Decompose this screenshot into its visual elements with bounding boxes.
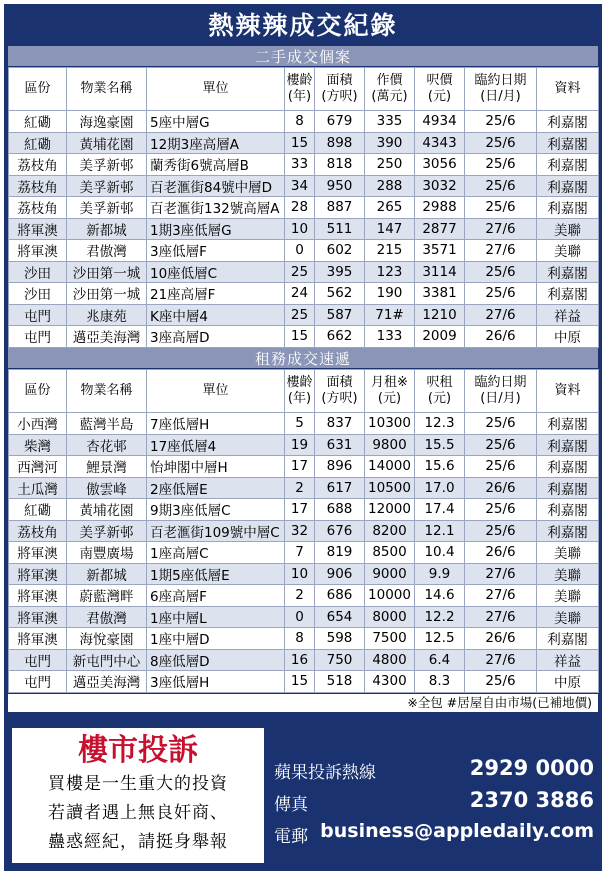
table-cell: 百老滙街109號中層C	[147, 520, 285, 542]
table-cell: 24	[285, 283, 315, 305]
table-cell: 將軍澳	[9, 563, 67, 585]
table-cell: 新都城	[67, 563, 147, 585]
table-cell: 250	[365, 154, 415, 176]
table-row	[9, 520, 599, 542]
table-cell: 2988	[415, 197, 465, 219]
table-cell: 25/6	[465, 434, 537, 456]
table-cell: 美孚新邨	[67, 154, 147, 176]
footnote: ※全包 #居屋自由市場(已補地價)	[8, 694, 598, 712]
table-cell: 654	[315, 606, 365, 628]
table-cell: 9000	[365, 563, 415, 585]
table-cell: 10	[285, 563, 315, 585]
complaint-title: 樓市投訴	[78, 733, 198, 768]
table-cell: 利嘉閣	[537, 154, 599, 176]
table-cell: 黃埔花園	[67, 499, 147, 521]
table-cell: 25/6	[465, 671, 537, 693]
table-cell: 利嘉閣	[537, 132, 599, 154]
table-row	[9, 649, 599, 671]
table-cell: 沙田第一城	[67, 283, 147, 305]
table-cell: 390	[365, 132, 415, 154]
table-row	[9, 434, 599, 456]
table-cell: 819	[315, 542, 365, 564]
table-cell: 9.9	[415, 563, 465, 585]
table-row	[9, 111, 599, 133]
table-cell: 25/6	[465, 154, 537, 176]
table-row	[9, 154, 599, 176]
table-cell: 27/6	[465, 649, 537, 671]
table-cell: 3座高層D	[147, 326, 285, 348]
table-cell: 26/6	[465, 477, 537, 499]
sales-heading: 二手成交個案	[8, 46, 598, 66]
table-cell: 16	[285, 649, 315, 671]
table-cell: 中原	[537, 326, 599, 348]
table-cell: 2009	[415, 326, 465, 348]
column-header: 月租※ (元)	[365, 370, 415, 413]
table-cell: 2	[285, 585, 315, 607]
table-row	[9, 175, 599, 197]
table-cell: 617	[315, 477, 365, 499]
table-cell: 君傲灣	[67, 606, 147, 628]
table-cell: 25	[285, 261, 315, 283]
table-cell: 5座中層G	[147, 111, 285, 133]
table-cell: 25/6	[465, 111, 537, 133]
table-cell: 215	[365, 240, 415, 262]
table-cell: 荔枝角	[9, 197, 67, 219]
table-cell: 27/6	[465, 304, 537, 326]
table-cell: 4800	[365, 649, 415, 671]
table-cell: 南豐廣場	[67, 542, 147, 564]
table-cell: 沙田第一城	[67, 261, 147, 283]
table-cell: 將軍澳	[9, 240, 67, 262]
table-cell: 1座高層C	[147, 542, 285, 564]
table-row	[9, 671, 599, 693]
table-cell: 6座高層F	[147, 585, 285, 607]
complaint-box	[12, 728, 264, 863]
rentals-heading: 租務成交速遞	[8, 348, 598, 368]
email-label: 電郵	[274, 827, 308, 847]
table-cell: 190	[365, 283, 415, 305]
table-cell: 3座低層H	[147, 671, 285, 693]
table-cell: 602	[315, 240, 365, 262]
table-cell: 利嘉閣	[537, 413, 599, 435]
table-cell: 美聯	[537, 585, 599, 607]
table-cell: 25/6	[465, 197, 537, 219]
table-cell: 怡坤閣中層H	[147, 456, 285, 478]
table-cell: 邁亞美海灣	[67, 671, 147, 693]
table-cell: 10300	[365, 413, 415, 435]
table-cell: 818	[315, 154, 365, 176]
table-cell: 新屯門中心	[67, 649, 147, 671]
table-cell: 631	[315, 434, 365, 456]
table-cell: 27/6	[465, 585, 537, 607]
table-cell: 黃埔花園	[67, 132, 147, 154]
table-cell: 1座中層D	[147, 628, 285, 650]
table-row	[9, 606, 599, 628]
table-cell: 美孚新邨	[67, 520, 147, 542]
table-cell: 562	[315, 283, 365, 305]
table-cell: 1期5座低層E	[147, 563, 285, 585]
table-cell: 25	[285, 304, 315, 326]
table-cell: 美聯	[537, 240, 599, 262]
column-header: 臨約日期 (日/月)	[465, 370, 537, 413]
table-cell: 335	[365, 111, 415, 133]
sales-header-row	[9, 68, 599, 111]
table-cell: 8座低層D	[147, 649, 285, 671]
table-cell: 25/6	[465, 520, 537, 542]
table-cell: 3114	[415, 261, 465, 283]
table-cell: 950	[315, 175, 365, 197]
column-header: 作價 (萬元)	[365, 68, 415, 111]
table-cell: 288	[365, 175, 415, 197]
table-row	[9, 218, 599, 240]
table-cell: 27/6	[465, 218, 537, 240]
table-cell: 祥益	[537, 649, 599, 671]
table-row	[9, 197, 599, 219]
table-cell: 祥益	[537, 304, 599, 326]
table-cell: 新都城	[67, 218, 147, 240]
hotline-label: 蘋果投訴熱線	[274, 763, 376, 783]
table-row	[9, 413, 599, 435]
table-cell: 3571	[415, 240, 465, 262]
table-row	[9, 261, 599, 283]
table-cell: 4343	[415, 132, 465, 154]
table-cell: 鯉景灣	[67, 456, 147, 478]
table-cell: 屯門	[9, 671, 67, 693]
table-cell: 屯門	[9, 326, 67, 348]
table-cell: 利嘉閣	[537, 456, 599, 478]
table-cell: 679	[315, 111, 365, 133]
table-cell: 25/6	[465, 499, 537, 521]
table-cell: 12.1	[415, 520, 465, 542]
table-cell: 26/6	[465, 326, 537, 348]
table-cell: 利嘉閣	[537, 628, 599, 650]
column-header: 區份	[9, 370, 67, 413]
table-cell: 10.4	[415, 542, 465, 564]
table-cell: 2877	[415, 218, 465, 240]
table-cell: 21座高層F	[147, 283, 285, 305]
table-cell: 西灣河	[9, 456, 67, 478]
column-header: 單位	[147, 370, 285, 413]
table-cell: 19	[285, 434, 315, 456]
table-cell: 屯門	[9, 649, 67, 671]
table-cell: 898	[315, 132, 365, 154]
table-cell: 676	[315, 520, 365, 542]
table-cell: 屯門	[9, 304, 67, 326]
table-cell: 14000	[365, 456, 415, 478]
table-row	[9, 585, 599, 607]
table-cell: 25/6	[465, 413, 537, 435]
column-header: 單位	[147, 68, 285, 111]
table-cell: 荔枝角	[9, 520, 67, 542]
table-cell: 750	[315, 649, 365, 671]
table-cell: 利嘉閣	[537, 520, 599, 542]
table-cell: 利嘉閣	[537, 434, 599, 456]
table-cell: 中原	[537, 671, 599, 693]
table-cell: 25/6	[465, 456, 537, 478]
table-row	[9, 240, 599, 262]
table-cell: 傲雲峰	[67, 477, 147, 499]
table-cell: 1210	[415, 304, 465, 326]
table-row	[9, 283, 599, 305]
table-cell: 15.6	[415, 456, 465, 478]
table-cell: 7	[285, 542, 315, 564]
column-header: 臨約日期 (日/月)	[465, 68, 537, 111]
table-row	[9, 477, 599, 499]
table-cell: 紅磡	[9, 499, 67, 521]
table-cell: 27/6	[465, 606, 537, 628]
complaint-line-2: 若讀者遇上無良奸商、	[48, 803, 228, 823]
table-cell: 25/6	[465, 261, 537, 283]
table-cell: 33	[285, 154, 315, 176]
table-row	[9, 304, 599, 326]
table-cell: 荔枝角	[9, 175, 67, 197]
table-cell: 71#	[365, 304, 415, 326]
table-cell: 0	[285, 606, 315, 628]
table-cell: 8200	[365, 520, 415, 542]
table-cell: 利嘉閣	[537, 197, 599, 219]
table-cell: 27/6	[465, 563, 537, 585]
table-cell: 土瓜灣	[9, 477, 67, 499]
table-cell: 8	[285, 111, 315, 133]
table-cell: 沙田	[9, 261, 67, 283]
column-header: 呎租 (元)	[415, 370, 465, 413]
table-row	[9, 499, 599, 521]
sales-table	[8, 67, 599, 348]
table-cell: 美孚新邨	[67, 197, 147, 219]
table-cell: 利嘉閣	[537, 477, 599, 499]
table-cell: 海悅豪園	[67, 628, 147, 650]
table-cell: 17.4	[415, 499, 465, 521]
table-cell: 利嘉閣	[537, 261, 599, 283]
table-cell: 12.5	[415, 628, 465, 650]
table-cell: 海逸豪園	[67, 111, 147, 133]
table-cell: 利嘉閣	[537, 175, 599, 197]
hotline-value[interactable]: 2929 0000	[469, 756, 594, 780]
table-row	[9, 326, 599, 348]
table-cell: 6.4	[415, 649, 465, 671]
column-header: 面積 (方呎)	[315, 370, 365, 413]
table-cell: 32	[285, 520, 315, 542]
table-cell: 17.0	[415, 477, 465, 499]
table-cell: 3056	[415, 154, 465, 176]
table-cell: 1期3座低層G	[147, 218, 285, 240]
column-header: 樓齡 (年)	[285, 68, 315, 111]
table-cell: 君傲灣	[67, 240, 147, 262]
table-cell: 杏花邨	[67, 434, 147, 456]
table-cell: 9期3座低層C	[147, 499, 285, 521]
table-cell: K座中層4	[147, 304, 285, 326]
table-cell: 荔枝角	[9, 154, 67, 176]
table-cell: 美聯	[537, 542, 599, 564]
table-cell: 587	[315, 304, 365, 326]
column-header: 資料	[537, 68, 599, 111]
table-cell: 8	[285, 628, 315, 650]
rentals-table	[8, 369, 599, 693]
table-cell: 3032	[415, 175, 465, 197]
table-cell: 837	[315, 413, 365, 435]
table-cell: 896	[315, 456, 365, 478]
table-cell: 美聯	[537, 563, 599, 585]
column-header: 資料	[537, 370, 599, 413]
email-link[interactable]: business@appledaily.com	[320, 820, 594, 842]
table-cell: 3座低層F	[147, 240, 285, 262]
table-cell: 沙田	[9, 283, 67, 305]
column-header: 呎價 (元)	[415, 68, 465, 111]
table-cell: 4300	[365, 671, 415, 693]
table-cell: 10座低層C	[147, 261, 285, 283]
table-cell: 蔚藍灣畔	[67, 585, 147, 607]
table-cell: 邁亞美海灣	[67, 326, 147, 348]
table-row	[9, 563, 599, 585]
table-cell: 10500	[365, 477, 415, 499]
table-cell: 美聯	[537, 606, 599, 628]
table-cell: 12.3	[415, 413, 465, 435]
table-cell: 8.3	[415, 671, 465, 693]
table-cell: 265	[365, 197, 415, 219]
table-cell: 27/6	[465, 240, 537, 262]
table-cell: 柴灣	[9, 434, 67, 456]
table-cell: 將軍澳	[9, 585, 67, 607]
table-cell: 906	[315, 563, 365, 585]
table-cell: 25/6	[465, 175, 537, 197]
table-cell: 小西灣	[9, 413, 67, 435]
table-cell: 12000	[365, 499, 415, 521]
fax-value[interactable]: 2370 3886	[469, 788, 594, 812]
table-row	[9, 456, 599, 478]
table-cell: 0	[285, 240, 315, 262]
table-cell: 887	[315, 197, 365, 219]
column-header: 樓齡 (年)	[285, 370, 315, 413]
table-cell: 12.2	[415, 606, 465, 628]
table-cell: 將軍澳	[9, 628, 67, 650]
table-row	[9, 132, 599, 154]
table-cell: 28	[285, 197, 315, 219]
table-cell: 25/6	[465, 132, 537, 154]
table-cell: 598	[315, 628, 365, 650]
table-cell: 25/6	[465, 283, 537, 305]
table-cell: 兆康苑	[67, 304, 147, 326]
table-row	[9, 628, 599, 650]
table-cell: 紅磡	[9, 132, 67, 154]
table-cell: 26/6	[465, 542, 537, 564]
table-cell: 4934	[415, 111, 465, 133]
table-cell: 662	[315, 326, 365, 348]
table-cell: 15	[285, 671, 315, 693]
table-cell: 藍灣半島	[67, 413, 147, 435]
table-cell: 686	[315, 585, 365, 607]
table-cell: 將軍澳	[9, 218, 67, 240]
column-header: 面積 (方呎)	[315, 68, 365, 111]
table-cell: 26/6	[465, 628, 537, 650]
table-cell: 3381	[415, 283, 465, 305]
complaint-line-1: 買樓是一生重大的投資	[48, 774, 228, 794]
table-cell: 17	[285, 499, 315, 521]
table-cell: 利嘉閣	[537, 111, 599, 133]
table-cell: 2	[285, 477, 315, 499]
table-cell: 133	[365, 326, 415, 348]
table-cell: 1座中層L	[147, 606, 285, 628]
table-cell: 5	[285, 413, 315, 435]
table-cell: 利嘉閣	[537, 499, 599, 521]
table-cell: 蘭秀街6號高層B	[147, 154, 285, 176]
table-cell: 395	[315, 261, 365, 283]
table-cell: 147	[365, 218, 415, 240]
table-cell: 百老滙街84號中層D	[147, 175, 285, 197]
table-cell: 7座低層H	[147, 413, 285, 435]
table-cell: 17座低層4	[147, 434, 285, 456]
table-cell: 將軍澳	[9, 606, 67, 628]
page-title: 熱辣辣成交紀錄	[208, 11, 398, 40]
table-cell: 10000	[365, 585, 415, 607]
table-cell: 17	[285, 456, 315, 478]
table-cell: 15.5	[415, 434, 465, 456]
table-cell: 8500	[365, 542, 415, 564]
table-cell: 12期3座高層A	[147, 132, 285, 154]
table-cell: 123	[365, 261, 415, 283]
table-cell: 9800	[365, 434, 415, 456]
table-cell: 15	[285, 326, 315, 348]
table-cell: 利嘉閣	[537, 283, 599, 305]
table-cell: 511	[315, 218, 365, 240]
table-cell: 7500	[365, 628, 415, 650]
table-cell: 美孚新邨	[67, 175, 147, 197]
table-cell: 將軍澳	[9, 542, 67, 564]
table-cell: 15	[285, 132, 315, 154]
column-header: 物業名稱	[67, 68, 147, 111]
column-header: 物業名稱	[67, 370, 147, 413]
table-cell: 14.6	[415, 585, 465, 607]
fax-label: 傳真	[274, 795, 308, 815]
table-cell: 688	[315, 499, 365, 521]
table-cell: 10	[285, 218, 315, 240]
table-cell: 8000	[365, 606, 415, 628]
table-cell: 美聯	[537, 218, 599, 240]
complaint-line-3: 蠱惑經紀，請挺身舉報	[48, 832, 228, 852]
column-header: 區份	[9, 68, 67, 111]
table-cell: 2座低層E	[147, 477, 285, 499]
rentals-header-row	[9, 370, 599, 413]
table-row	[9, 542, 599, 564]
table-cell: 34	[285, 175, 315, 197]
table-cell: 518	[315, 671, 365, 693]
table-cell: 百老滙街132號高層A	[147, 197, 285, 219]
table-cell: 紅磡	[9, 111, 67, 133]
